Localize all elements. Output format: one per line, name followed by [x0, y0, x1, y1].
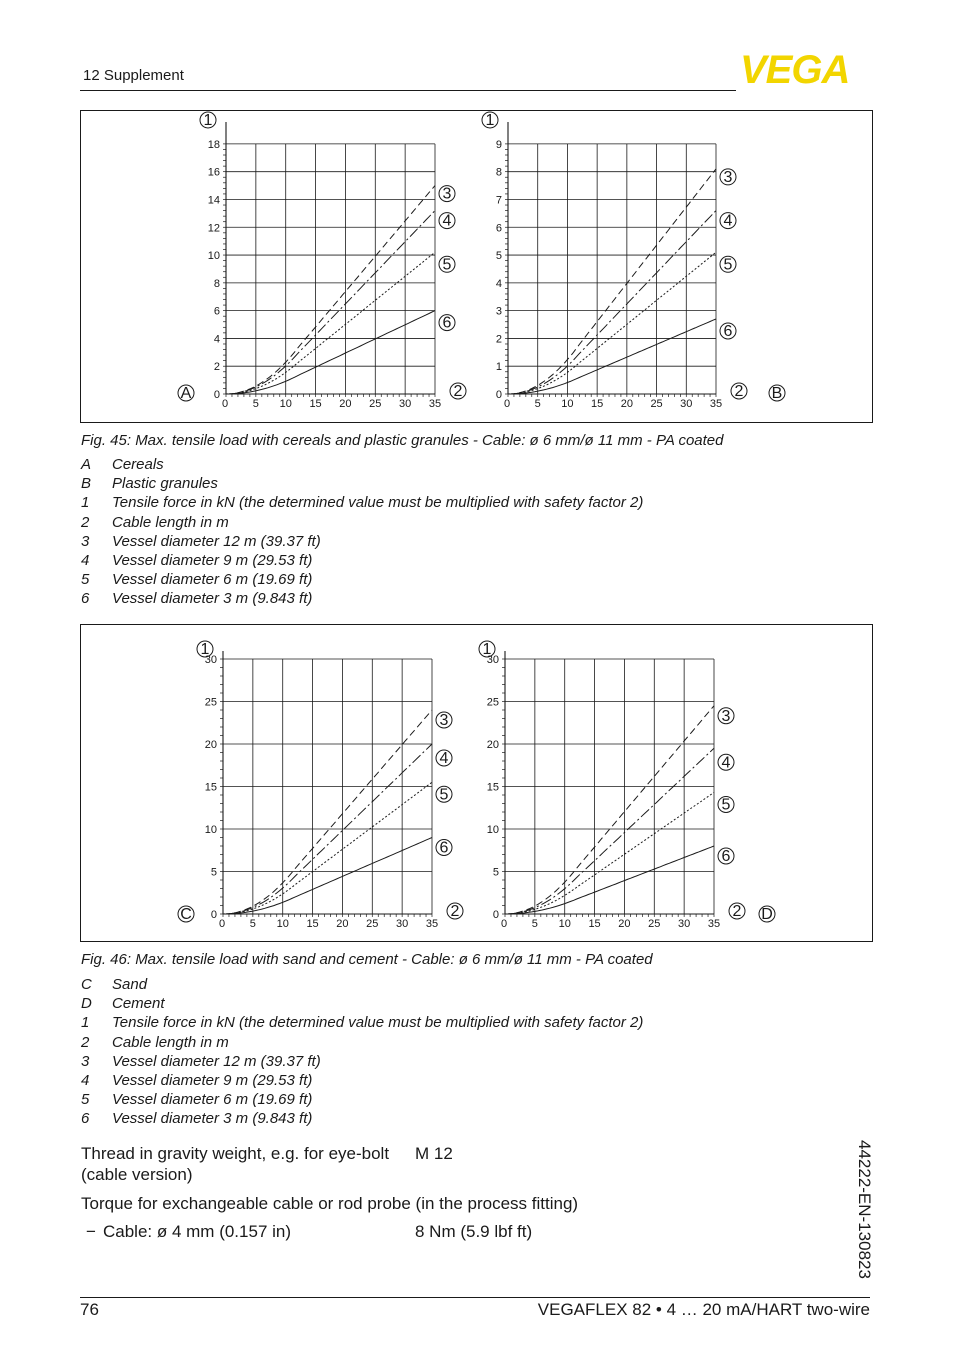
x-tick-label: 15 [309, 398, 322, 410]
x-tick-label: 30 [680, 398, 693, 410]
svg-text:B: B [771, 385, 783, 402]
legend-text: Tensile force in kN (the determined value must be multiplied with safety factor 2) [112, 494, 644, 512]
y-tick-label: 7 [495, 194, 502, 207]
x-tick-label: 5 [249, 918, 256, 930]
legend-text: Tensile force in kN (the determined value must be multiplied with safety factor 2) [112, 1014, 644, 1032]
series-marker-4 [720, 213, 736, 230]
svg-text:4: 4 [442, 212, 452, 230]
figure-45-legend [81, 455, 643, 609]
y-tick-label: 4 [213, 333, 220, 346]
x-tick-label: 5 [531, 918, 538, 930]
series-line-6 [505, 846, 714, 914]
axis-marker-x [729, 903, 745, 920]
svg-text:3: 3 [721, 707, 731, 725]
x-tick-label: 25 [369, 398, 382, 410]
section-label: 12 Supplement [83, 67, 184, 84]
y-tick-label: 4 [495, 277, 502, 290]
x-tick-label: 25 [366, 918, 379, 930]
y-tick-label: 1 [495, 361, 502, 374]
legend-text: Cereals [112, 456, 164, 473]
chart-panel-A [200, 112, 466, 410]
svg-text:5: 5 [721, 796, 731, 814]
legend-item [81, 493, 643, 512]
y-tick-label: 25 [486, 696, 499, 709]
legend-text: Cable length in m [112, 513, 229, 531]
axis-marker-y [200, 112, 216, 129]
legend-item [81, 474, 643, 493]
svg-text:VEGA: VEGA [740, 50, 850, 88]
series-marker-6 [439, 315, 455, 332]
y-tick-label: 16 [207, 166, 220, 179]
series-marker-4 [439, 213, 455, 230]
series-marker-3 [436, 712, 452, 729]
y-tick-label: 10 [204, 824, 217, 836]
svg-text:2: 2 [453, 383, 463, 400]
legend-item [81, 551, 643, 570]
legend-text: Vessel diameter 6 m (19.69 ft) [112, 571, 313, 589]
series-marker-6 [436, 840, 452, 857]
legend-key: 6 [81, 590, 90, 608]
series-marker-6 [720, 323, 736, 340]
axis-marker-x [450, 383, 466, 400]
panel-label-D [759, 906, 775, 923]
legend-item [81, 455, 643, 474]
x-tick-label: 20 [618, 918, 631, 930]
svg-text:1: 1 [203, 112, 213, 129]
legend-item [81, 1033, 643, 1052]
x-tick-label: 35 [428, 398, 442, 410]
x-tick-label: 15 [588, 918, 601, 930]
cable-dash: − [86, 1222, 96, 1241]
series-marker-5 [720, 256, 736, 273]
svg-text:5: 5 [723, 256, 733, 274]
y-tick-label: 30 [486, 654, 499, 666]
x-tick-label: 25 [650, 398, 663, 410]
legend-item [81, 994, 643, 1013]
vega-logo [740, 50, 874, 88]
svg-text:5: 5 [439, 786, 449, 804]
legend-key: C [81, 976, 92, 993]
series-marker-5 [718, 796, 734, 813]
y-tick-label: 6 [495, 222, 502, 235]
y-tick-label: 10 [486, 824, 499, 836]
legend-item [81, 1013, 643, 1032]
x-tick-label: 25 [648, 918, 661, 930]
series-line-5 [505, 793, 714, 915]
thread-value: M 12 [415, 1144, 453, 1163]
y-tick-label: 9 [495, 138, 502, 151]
axis-marker-y [482, 112, 498, 129]
legend-text: Vessel diameter 3 m (9.843 ft) [112, 1110, 313, 1128]
svg-text:5: 5 [442, 256, 452, 274]
panel-label-B [769, 385, 785, 402]
x-tick-label: 10 [561, 398, 574, 410]
y-tick-label: 5 [492, 866, 499, 879]
series-marker-3 [720, 169, 736, 186]
y-tick-label: 8 [495, 166, 502, 179]
legend-key: D [81, 995, 92, 1013]
y-tick-label: 30 [204, 654, 217, 666]
series-line-6 [508, 319, 716, 394]
legend-item [81, 1109, 643, 1128]
y-tick-label: 0 [492, 909, 499, 921]
footer-rule [80, 1297, 870, 1298]
y-tick-label: 0 [495, 389, 502, 401]
legend-item [81, 1071, 643, 1090]
x-tick-label: 0 [503, 398, 511, 410]
x-tick-label: 15 [591, 398, 604, 410]
y-tick-label: 12 [207, 222, 220, 235]
y-tick-label: 5 [495, 250, 502, 263]
y-tick-label: 14 [207, 194, 220, 207]
thread-label: Thread in gravity weight, e.g. for eye-bolt [81, 1144, 390, 1163]
y-tick-label: 6 [213, 305, 220, 318]
legend-key: 3 [81, 1052, 90, 1070]
series-marker-5 [436, 786, 452, 803]
svg-text:1: 1 [485, 112, 495, 129]
legend-text: Plastic granules [112, 475, 218, 493]
legend-key: 6 [81, 1110, 90, 1128]
series-line-3 [508, 169, 716, 394]
series-line-6 [223, 838, 432, 915]
legend-text: Cable length in m [112, 1033, 229, 1051]
svg-text:4: 4 [721, 754, 731, 772]
figure-46-caption: Fig. 46: Max. tensile load with sand and cement - Cable: ø 6 mm/ø 11 mm - PA coated [81, 951, 653, 968]
x-tick-label: 10 [276, 918, 289, 930]
cable-label: Cable: ø 4 mm (0.157 in) [103, 1222, 292, 1241]
legend-item [81, 1052, 643, 1071]
legend-key: A [81, 456, 92, 473]
legend-key: 3 [81, 532, 90, 550]
svg-text:2: 2 [450, 903, 460, 920]
panel-label-A [178, 385, 194, 402]
legend-item [81, 532, 643, 551]
svg-text:6: 6 [721, 848, 731, 865]
y-tick-label: 15 [204, 781, 217, 794]
chart-panel-C [197, 641, 463, 930]
legend-key: 2 [81, 1033, 90, 1051]
legend-text: Sand [112, 976, 148, 993]
svg-text:2: 2 [734, 383, 744, 400]
x-tick-label: 0 [221, 398, 229, 410]
legend-text: Cement [112, 995, 165, 1013]
cable-value: 8 Nm (5.9 lbf ft) [415, 1222, 533, 1241]
x-tick-label: 30 [396, 918, 409, 930]
legend-text: Vessel diameter 9 m (29.53 ft) [112, 551, 313, 569]
x-tick-label: 30 [678, 918, 691, 930]
product-name: VEGAFLEX 82 • 4 … 20 mA/HART two-wire [537, 1300, 870, 1319]
x-tick-label: 10 [279, 398, 292, 410]
legend-text: Vessel diameter 9 m (29.53 ft) [112, 1071, 313, 1089]
figure-46-charts [80, 624, 873, 942]
x-tick-label: 20 [339, 398, 352, 410]
svg-text:4: 4 [723, 212, 733, 230]
series-marker-4 [718, 754, 734, 771]
y-tick-label: 20 [204, 739, 217, 751]
series-line-5 [226, 252, 435, 394]
y-tick-label: 10 [207, 250, 220, 263]
legend-key: 5 [81, 1091, 90, 1109]
legend-key: 4 [81, 1071, 90, 1089]
svg-text:2: 2 [732, 903, 742, 920]
legend-text: Vessel diameter 6 m (19.69 ft) [112, 1091, 313, 1109]
page-number: 76 [80, 1300, 99, 1319]
series-marker-6 [718, 848, 734, 865]
x-tick-label: 5 [252, 398, 259, 410]
svg-text:3: 3 [723, 168, 733, 186]
svg-text:1: 1 [200, 641, 210, 658]
x-tick-label: 15 [306, 918, 319, 930]
y-tick-label: 2 [213, 361, 220, 374]
legend-key: 1 [81, 494, 90, 512]
series-marker-5 [439, 256, 455, 273]
legend-item [81, 975, 643, 994]
torque-label: Torque for exchangeable cable or rod probe (in the process fitting) [81, 1194, 579, 1213]
x-tick-label: 20 [620, 398, 633, 410]
series-line-3 [505, 706, 714, 914]
legend-text: Vessel diameter 3 m (9.843 ft) [112, 590, 313, 608]
axis-marker-x [447, 903, 463, 920]
y-tick-label: 5 [210, 866, 217, 879]
series-marker-4 [436, 750, 452, 767]
series-line-3 [226, 186, 435, 394]
svg-text:6: 6 [442, 314, 452, 332]
y-tick-label: 18 [207, 138, 220, 151]
series-line-4 [505, 748, 714, 914]
legend-text: Vessel diameter 12 m (39.37 ft) [112, 532, 321, 550]
series-marker-3 [439, 186, 455, 203]
svg-text:3: 3 [439, 712, 449, 729]
x-tick-label: 0 [218, 918, 226, 930]
legend-item [81, 513, 643, 532]
series-line-5 [508, 252, 716, 394]
legend-item [81, 570, 643, 589]
x-tick-label: 35 [425, 918, 439, 930]
panel-label-C [178, 906, 194, 923]
y-tick-label: 25 [204, 696, 217, 709]
axis-marker-x [731, 383, 747, 400]
svg-text:D: D [761, 906, 773, 923]
legend-text: Vessel diameter 12 m (39.37 ft) [112, 1052, 321, 1070]
svg-text:6: 6 [439, 839, 449, 857]
x-tick-label: 35 [707, 918, 721, 930]
svg-text:6: 6 [723, 322, 733, 340]
legend-key: 5 [81, 571, 90, 589]
x-tick-label: 20 [336, 918, 349, 930]
document-id: 44222-EN-130823 [855, 1140, 874, 1279]
svg-text:1: 1 [482, 641, 492, 658]
x-tick-label: 10 [558, 918, 571, 930]
y-tick-label: 3 [495, 305, 502, 318]
svg-text:A: A [180, 385, 192, 402]
figure-45-caption: Fig. 45: Max. tensile load with cereals and plastic granules - Cable: ø 6 mm/ø 11 mm - PA coated [81, 432, 724, 449]
legend-item [81, 589, 643, 608]
y-tick-label: 20 [486, 739, 499, 751]
svg-text:C: C [180, 906, 192, 923]
y-tick-label: 2 [495, 333, 502, 346]
y-tick-label: 15 [486, 781, 499, 794]
legend-key: 2 [81, 513, 90, 531]
x-tick-label: 35 [709, 398, 723, 410]
y-tick-label: 8 [213, 277, 220, 290]
y-tick-label: 0 [213, 389, 220, 401]
figure-45-charts [80, 110, 873, 423]
x-tick-label: 5 [534, 398, 541, 410]
chart-panel-B [482, 112, 747, 410]
legend-item [81, 1090, 643, 1109]
legend-key: B [81, 475, 92, 493]
y-tick-label: 0 [210, 909, 217, 921]
header-rule [80, 90, 736, 91]
legend-key: 1 [81, 1014, 90, 1032]
thread-label-2: (cable version) [81, 1165, 193, 1184]
series-line-5 [223, 782, 432, 914]
series-line-6 [226, 311, 435, 394]
legend-key: 4 [81, 551, 90, 569]
chart-panel-D [479, 641, 745, 930]
x-tick-label: 30 [399, 398, 412, 410]
x-tick-label: 0 [500, 918, 508, 930]
svg-text:4: 4 [439, 750, 449, 767]
series-marker-3 [718, 708, 734, 725]
svg-text:3: 3 [442, 185, 452, 203]
figure-46-legend [81, 975, 643, 1129]
